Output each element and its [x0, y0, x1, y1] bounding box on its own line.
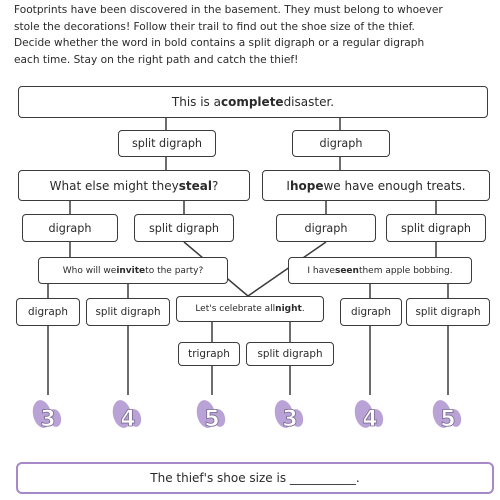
- sentence-box: This is a complete disaster.: [18, 86, 488, 118]
- footprint-icon: [106, 392, 150, 436]
- footprint-number: 4: [362, 407, 378, 432]
- footprint-number: 5: [440, 407, 456, 432]
- footprint-icon: [268, 392, 312, 436]
- instructions-line: each time. Stay on the right path and catch the thief!: [14, 53, 299, 66]
- instructions-line: stole the decorations! Follow their trail to find out the shoe size of the thief.: [14, 20, 415, 33]
- instructions-line: Decide whether the word in bold contains a split digraph or a regular digraph: [14, 37, 425, 49]
- answer-box[interactable]: [16, 462, 494, 494]
- instructions-line: Footprints have been discovered in the basement. They must belong to whoever: [14, 4, 443, 16]
- option-digraph[interactable]: digraph: [276, 214, 376, 242]
- option-split-digraph[interactable]: split digraph: [246, 342, 334, 366]
- footprint-number: 5: [204, 407, 220, 432]
- option-split-digraph[interactable]: split digraph: [386, 214, 486, 242]
- option-digraph[interactable]: digraph: [16, 298, 80, 326]
- option-digraph[interactable]: digraph: [340, 298, 402, 326]
- option-split-digraph[interactable]: split digraph: [406, 298, 490, 326]
- sentence-box: What else might they steal ?: [18, 170, 250, 201]
- option-split-digraph[interactable]: split digraph: [134, 214, 234, 242]
- sentence-box: I have seen them apple bobbing.: [288, 257, 472, 284]
- option-trigraph[interactable]: trigraph: [178, 342, 240, 366]
- answer-text: The thief's shoe size is ___________.: [150, 471, 360, 485]
- sentence-box: Let's celebrate all night .: [176, 296, 324, 322]
- footprint-number: 3: [40, 407, 56, 432]
- footprint-icon: [426, 392, 470, 436]
- footprint-number: 3: [282, 407, 298, 432]
- option-digraph[interactable]: digraph: [22, 214, 118, 242]
- footprint-icon: [190, 392, 234, 436]
- footprint-number: 4: [120, 407, 136, 432]
- sentence-box: Who will we invite to the party?: [38, 257, 228, 284]
- footprint-icon: [26, 392, 70, 436]
- option-digraph[interactable]: digraph: [292, 130, 390, 157]
- option-split-digraph[interactable]: split digraph: [86, 298, 170, 326]
- option-split-digraph[interactable]: split digraph: [118, 130, 216, 157]
- footprint-icon: [348, 392, 392, 436]
- sentence-box: I hope we have enough treats.: [262, 170, 490, 201]
